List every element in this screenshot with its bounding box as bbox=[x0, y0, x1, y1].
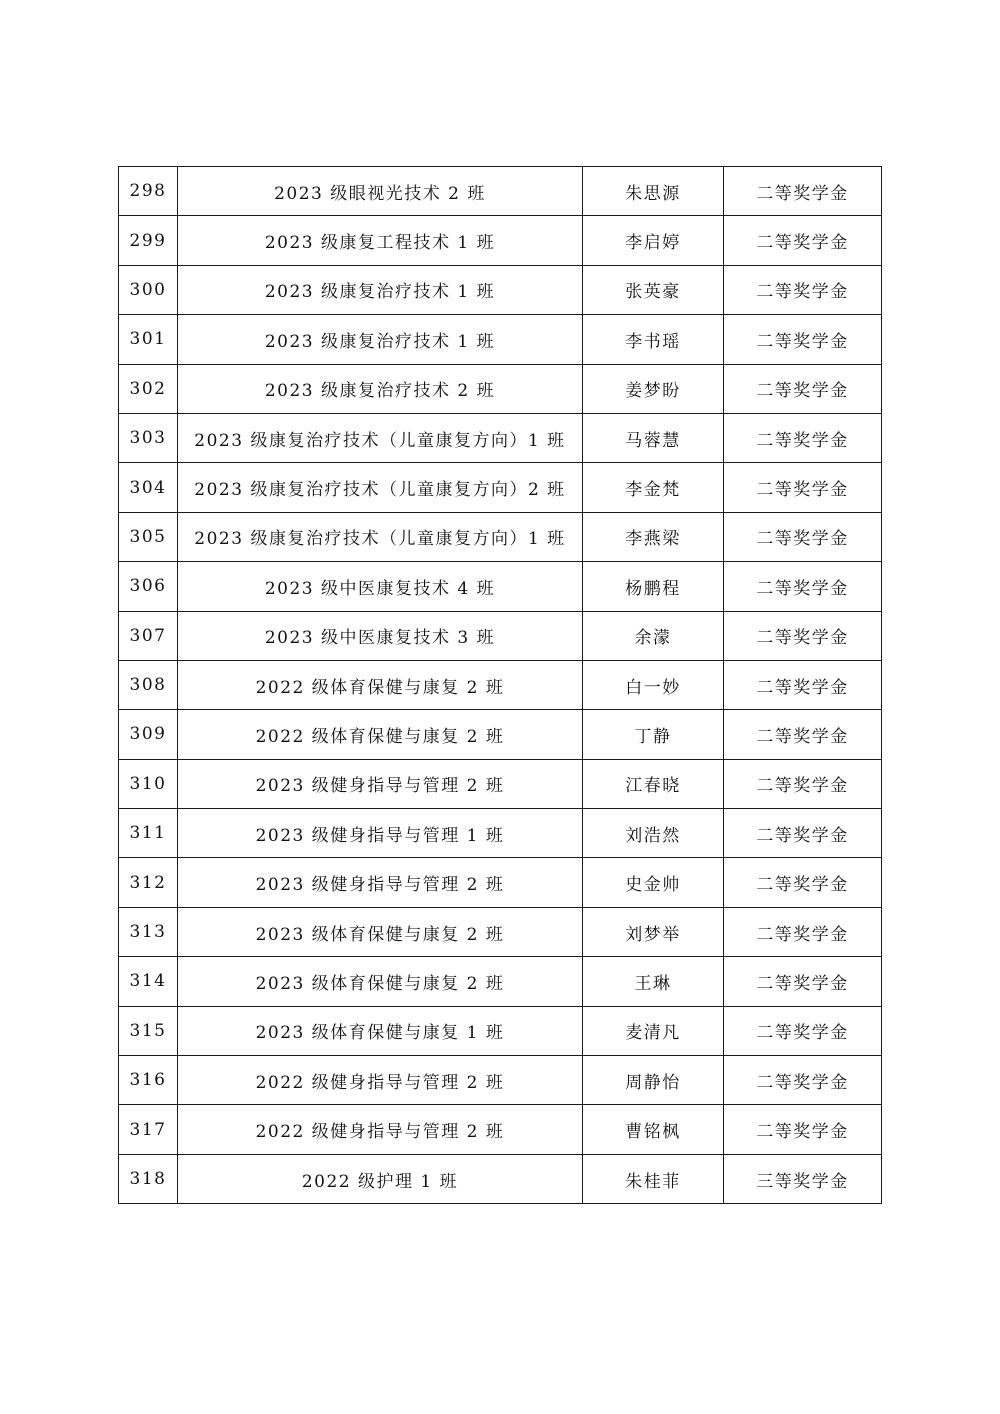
row-number-cell: 316 bbox=[119, 1056, 178, 1105]
table-row bbox=[119, 413, 882, 462]
class-name-cell: 2022 级体育保健与康复 2 班 bbox=[178, 660, 583, 709]
student-name-cell: 李书瑶 bbox=[583, 315, 724, 364]
award-level-cell: 二等奖学金 bbox=[724, 759, 882, 808]
student-name-cell: 江春晓 bbox=[583, 759, 724, 808]
student-name-cell: 刘梦举 bbox=[583, 907, 724, 956]
award-level-cell: 二等奖学金 bbox=[724, 512, 882, 561]
row-number-cell: 303 bbox=[119, 413, 178, 462]
student-name-cell: 朱思源 bbox=[583, 167, 724, 216]
class-name-cell: 2023 级康复治疗技术 2 班 bbox=[178, 364, 583, 413]
award-level-cell: 二等奖学金 bbox=[724, 660, 882, 709]
student-name-cell: 周静怡 bbox=[583, 1056, 724, 1105]
row-number-cell: 315 bbox=[119, 1006, 178, 1055]
award-level-cell: 二等奖学金 bbox=[724, 809, 882, 858]
class-name-cell: 2023 级康复工程技术 1 班 bbox=[178, 216, 583, 265]
table-row bbox=[119, 907, 882, 956]
table-row bbox=[119, 512, 882, 561]
table-row bbox=[119, 1056, 882, 1105]
class-name-cell: 2023 级中医康复技术 4 班 bbox=[178, 562, 583, 611]
table-row bbox=[119, 660, 882, 709]
class-name-cell: 2023 级中医康复技术 3 班 bbox=[178, 611, 583, 660]
table-row bbox=[119, 265, 882, 314]
award-level-cell: 二等奖学金 bbox=[724, 167, 882, 216]
row-number-cell: 299 bbox=[119, 216, 178, 265]
row-number-cell: 317 bbox=[119, 1105, 178, 1154]
class-name-cell: 2023 级康复治疗技术 1 班 bbox=[178, 315, 583, 364]
table-row bbox=[119, 611, 882, 660]
student-name-cell: 刘浩然 bbox=[583, 809, 724, 858]
class-name-cell: 2023 级体育保健与康复 2 班 bbox=[178, 957, 583, 1006]
table-row bbox=[119, 364, 882, 413]
award-level-cell: 二等奖学金 bbox=[724, 710, 882, 759]
table-row bbox=[119, 957, 882, 1006]
award-level-cell: 二等奖学金 bbox=[724, 315, 882, 364]
row-number-cell: 313 bbox=[119, 907, 178, 956]
award-level-cell: 二等奖学金 bbox=[724, 364, 882, 413]
row-number-cell: 312 bbox=[119, 858, 178, 907]
award-level-cell: 二等奖学金 bbox=[724, 858, 882, 907]
class-name-cell: 2023 级康复治疗技术（儿童康复方向）1 班 bbox=[178, 512, 583, 561]
row-number-cell: 304 bbox=[119, 463, 178, 512]
class-name-cell: 2022 级健身指导与管理 2 班 bbox=[178, 1105, 583, 1154]
table-row bbox=[119, 809, 882, 858]
award-level-cell: 二等奖学金 bbox=[724, 907, 882, 956]
student-name-cell: 马蓉慧 bbox=[583, 413, 724, 462]
award-level-cell: 二等奖学金 bbox=[724, 413, 882, 462]
class-name-cell: 2023 级健身指导与管理 1 班 bbox=[178, 809, 583, 858]
student-name-cell: 李燕梁 bbox=[583, 512, 724, 561]
student-name-cell: 史金帅 bbox=[583, 858, 724, 907]
student-name-cell: 丁静 bbox=[583, 710, 724, 759]
row-number-cell: 309 bbox=[119, 710, 178, 759]
row-number-cell: 302 bbox=[119, 364, 178, 413]
award-level-cell: 二等奖学金 bbox=[724, 1006, 882, 1055]
table-row bbox=[119, 167, 882, 216]
row-number-cell: 314 bbox=[119, 957, 178, 1006]
student-name-cell: 麦清凡 bbox=[583, 1006, 724, 1055]
award-level-cell: 二等奖学金 bbox=[724, 1105, 882, 1154]
award-level-cell: 二等奖学金 bbox=[724, 463, 882, 512]
student-name-cell: 余濛 bbox=[583, 611, 724, 660]
scholarship-table-body bbox=[119, 167, 882, 1204]
student-name-cell: 王琳 bbox=[583, 957, 724, 1006]
row-number-cell: 307 bbox=[119, 611, 178, 660]
student-name-cell: 朱桂菲 bbox=[583, 1154, 724, 1203]
class-name-cell: 2023 级康复治疗技术（儿童康复方向）2 班 bbox=[178, 463, 583, 512]
class-name-cell: 2022 级护理 1 班 bbox=[178, 1154, 583, 1203]
class-name-cell: 2023 级健身指导与管理 2 班 bbox=[178, 858, 583, 907]
student-name-cell: 白一妙 bbox=[583, 660, 724, 709]
award-level-cell: 三等奖学金 bbox=[724, 1154, 882, 1203]
class-name-cell: 2022 级健身指导与管理 2 班 bbox=[178, 1056, 583, 1105]
row-number-cell: 311 bbox=[119, 809, 178, 858]
row-number-cell: 310 bbox=[119, 759, 178, 808]
class-name-cell: 2023 级康复治疗技术 1 班 bbox=[178, 265, 583, 314]
table-row bbox=[119, 858, 882, 907]
table-row bbox=[119, 562, 882, 611]
table-row bbox=[119, 1006, 882, 1055]
award-level-cell: 二等奖学金 bbox=[724, 611, 882, 660]
table-row bbox=[119, 710, 882, 759]
table-row bbox=[119, 1154, 882, 1203]
award-level-cell: 二等奖学金 bbox=[724, 216, 882, 265]
row-number-cell: 300 bbox=[119, 265, 178, 314]
class-name-cell: 2023 级体育保健与康复 1 班 bbox=[178, 1006, 583, 1055]
award-level-cell: 二等奖学金 bbox=[724, 562, 882, 611]
table-row bbox=[119, 759, 882, 808]
award-level-cell: 二等奖学金 bbox=[724, 265, 882, 314]
class-name-cell: 2023 级体育保健与康复 2 班 bbox=[178, 907, 583, 956]
row-number-cell: 298 bbox=[119, 167, 178, 216]
table-row bbox=[119, 315, 882, 364]
class-name-cell: 2023 级康复治疗技术（儿童康复方向）1 班 bbox=[178, 413, 583, 462]
student-name-cell: 杨鹏程 bbox=[583, 562, 724, 611]
row-number-cell: 301 bbox=[119, 315, 178, 364]
award-level-cell: 二等奖学金 bbox=[724, 1056, 882, 1105]
student-name-cell: 李启婷 bbox=[583, 216, 724, 265]
student-name-cell: 张英豪 bbox=[583, 265, 724, 314]
class-name-cell: 2023 级眼视光技术 2 班 bbox=[178, 167, 583, 216]
student-name-cell: 李金梵 bbox=[583, 463, 724, 512]
award-level-cell: 二等奖学金 bbox=[724, 957, 882, 1006]
student-name-cell: 曹铭枫 bbox=[583, 1105, 724, 1154]
table-row bbox=[119, 463, 882, 512]
student-name-cell: 姜梦盼 bbox=[583, 364, 724, 413]
row-number-cell: 318 bbox=[119, 1154, 178, 1203]
row-number-cell: 308 bbox=[119, 660, 178, 709]
class-name-cell: 2023 级健身指导与管理 2 班 bbox=[178, 759, 583, 808]
row-number-cell: 305 bbox=[119, 512, 178, 561]
table-row bbox=[119, 216, 882, 265]
table-row bbox=[119, 1105, 882, 1154]
row-number-cell: 306 bbox=[119, 562, 178, 611]
class-name-cell: 2022 级体育保健与康复 2 班 bbox=[178, 710, 583, 759]
scholarship-table bbox=[118, 166, 882, 1204]
